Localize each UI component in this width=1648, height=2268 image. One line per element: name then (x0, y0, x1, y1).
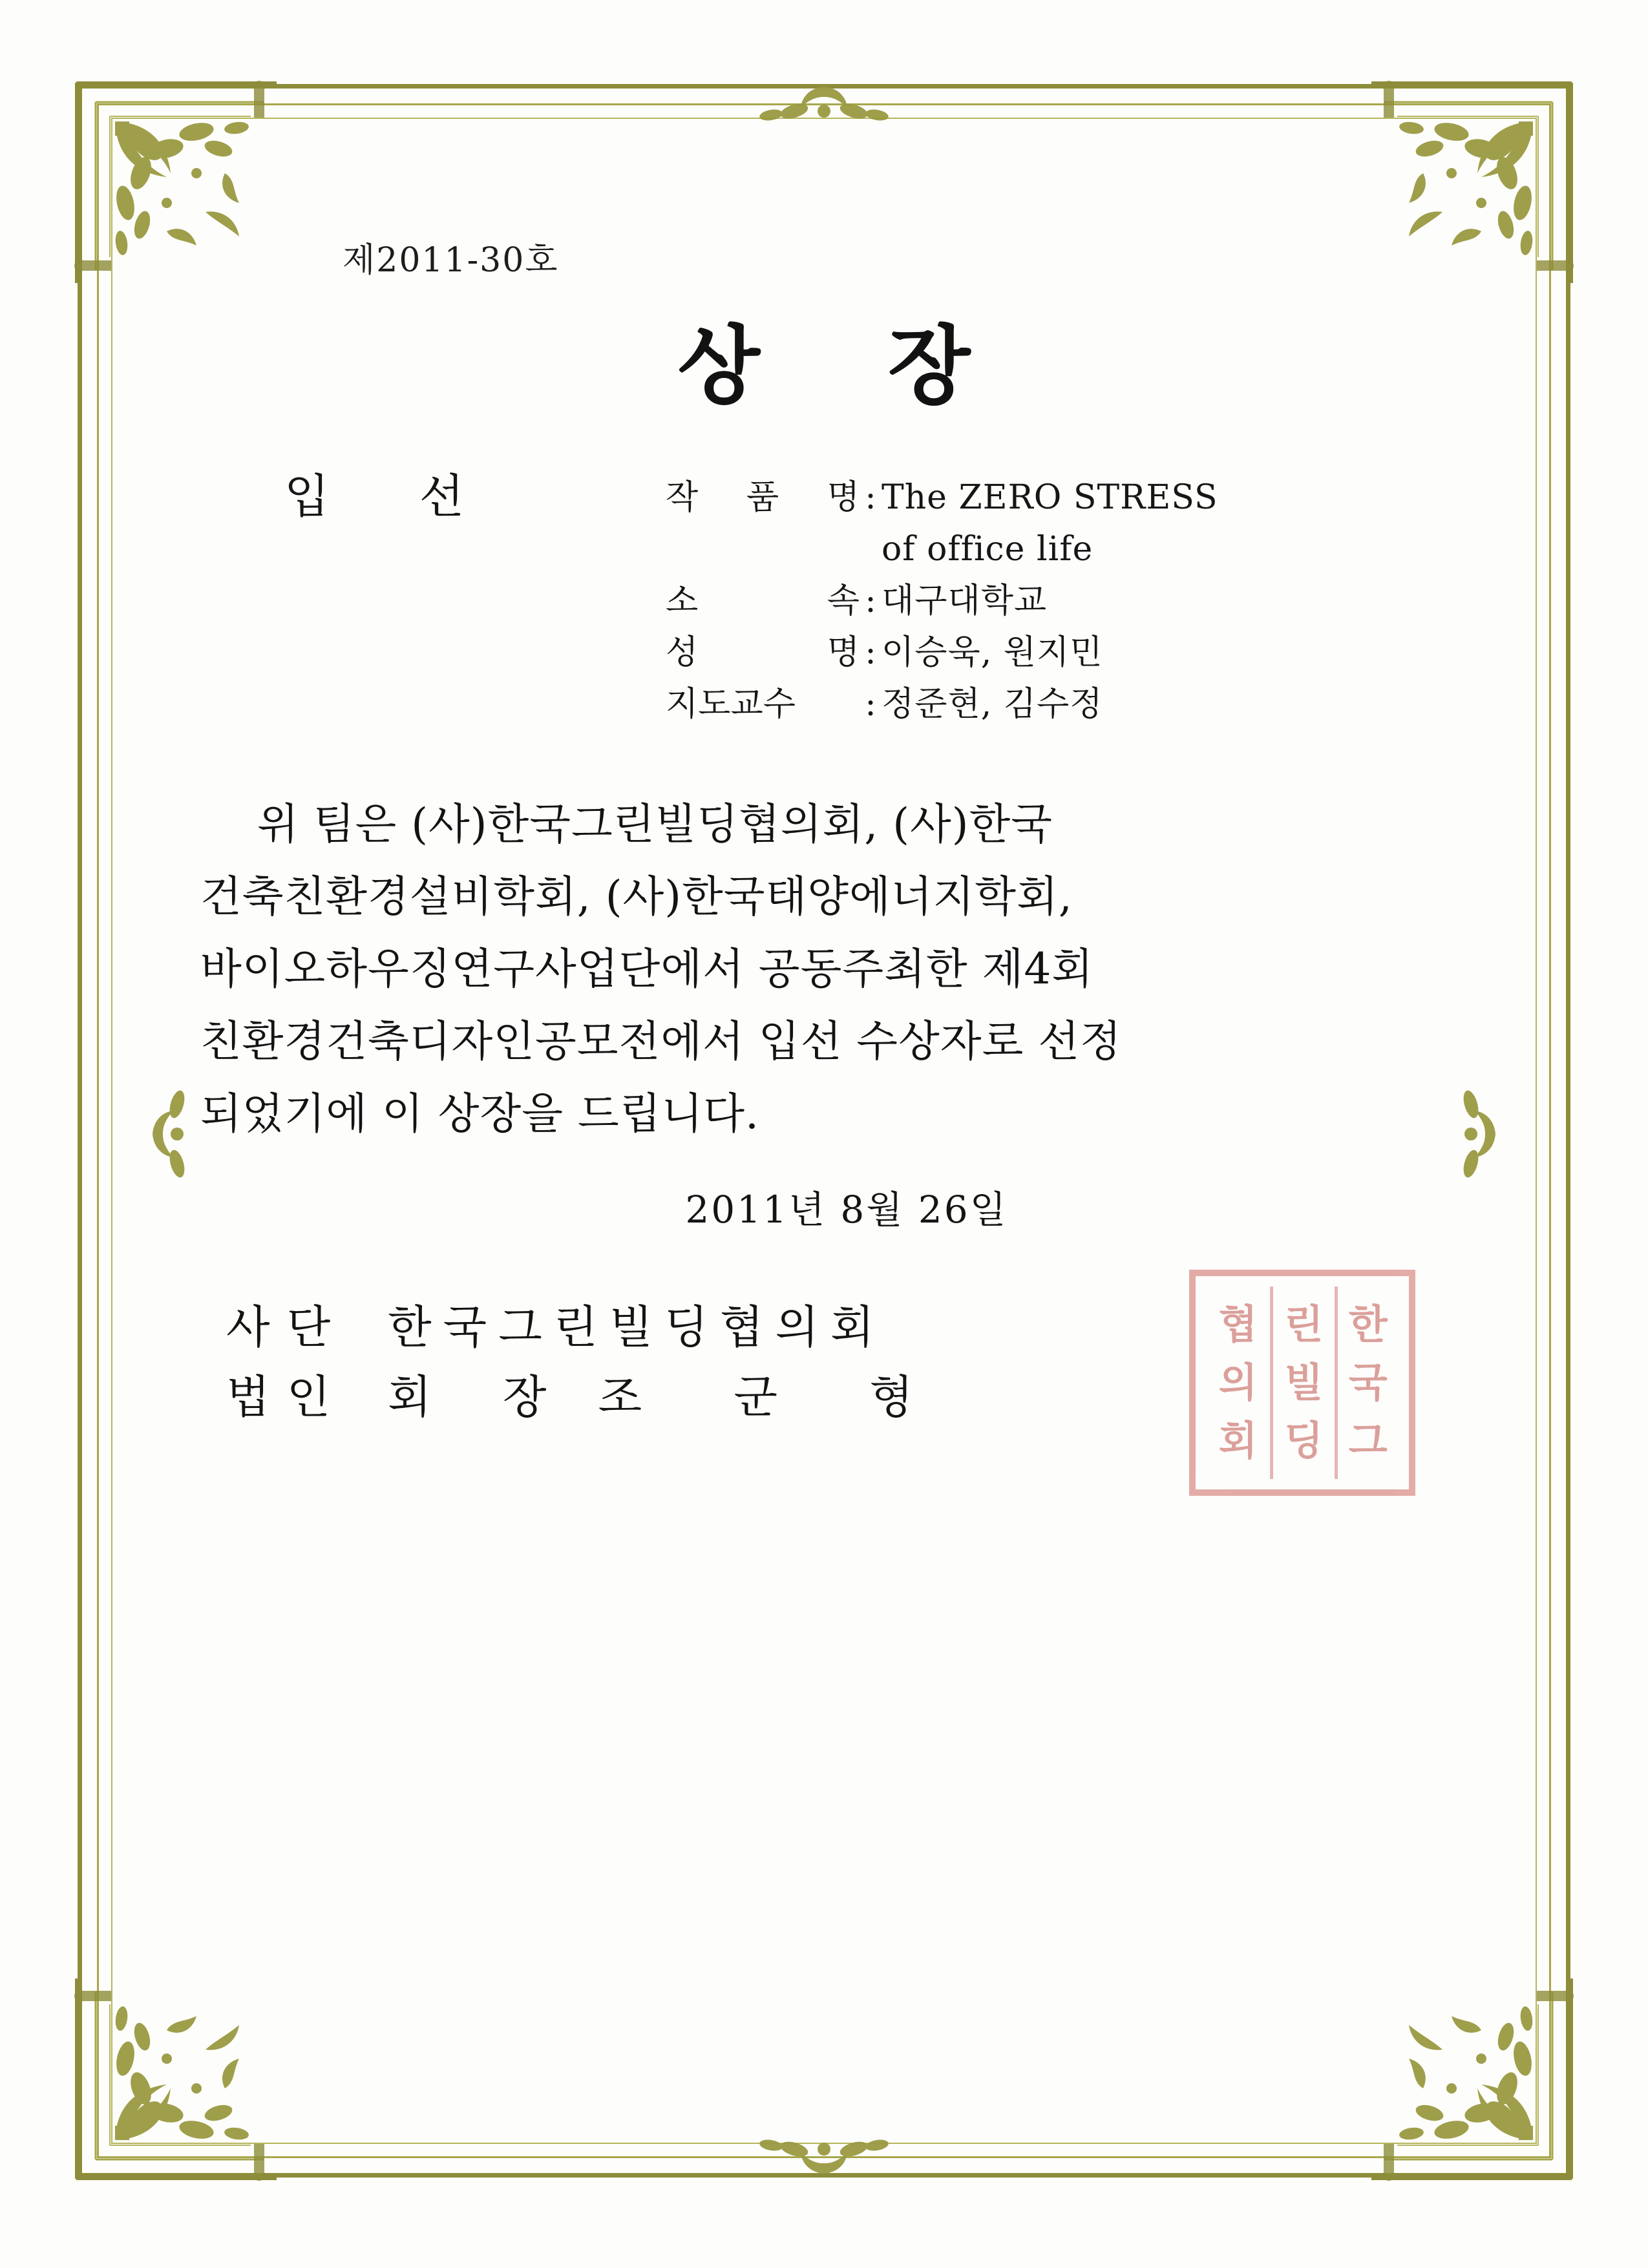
field-label-affiliation: 소 속 (666, 582, 860, 620)
body-line: 되었기에 이 상장을 드립니다. (200, 1089, 759, 1139)
field-row (666, 678, 1218, 730)
award-date: 2011년 8월 26일 (685, 1188, 1008, 1232)
field-row (666, 472, 1218, 523)
org-label-line2: 법인 (226, 1370, 348, 1423)
field-row (666, 575, 1218, 627)
award-body-text (200, 788, 1474, 1150)
field-colon: : (865, 478, 876, 517)
signature-block (226, 1292, 952, 1432)
org-label-line1: 사단 (226, 1301, 348, 1354)
org-name: 한국그린빌딩협의회 (388, 1301, 886, 1354)
seal-inner-grid (1206, 1286, 1399, 1479)
body-line: 건축친환경설비학회, (사)한국태양에너지학회, (200, 872, 1073, 921)
field-value-work-title-continued: of office life (882, 530, 1093, 569)
field-colon: : (865, 582, 876, 620)
signer-name: 조 군 형 (598, 1370, 952, 1423)
field-label-work-title: 작 품 명 (666, 478, 860, 517)
signer-role: 회 장 (388, 1370, 575, 1423)
field-colon: : (865, 633, 876, 672)
award-detail-fields (666, 472, 1218, 730)
certificate-number: 제2011-30호 (343, 241, 559, 280)
signature-line-organization (226, 1292, 952, 1362)
field-row (666, 627, 1218, 678)
field-value-work-title: The ZERO STRESS (882, 478, 1218, 517)
signature-line-signer (226, 1362, 952, 1432)
seal-column: 한 국 그 (1335, 1286, 1399, 1479)
field-value-affiliation: 대구대학교 (882, 582, 1048, 620)
body-line: 바이오하우징연구사업단에서 공동주최한 제4회 (200, 944, 1094, 994)
page-title: 상 장 (677, 316, 1020, 416)
field-label-name: 성 명 (666, 633, 860, 672)
award-rank-label: 입 선 (284, 469, 502, 523)
field-label-advisor: 지도교수 (666, 685, 796, 724)
field-value-advisor: 정준현, 김수정 (882, 685, 1103, 724)
seal-column: 린 빌 딩 (1270, 1286, 1334, 1479)
field-colon: : (865, 685, 876, 724)
body-line: 친환경건축디자인공모전에서 입선 수상자로 선정 (200, 1016, 1122, 1066)
certificate-content (129, 136, 1519, 2126)
field-value-name: 이승욱, 원지민 (882, 633, 1103, 672)
seal-column: 협 의 회 (1218, 1301, 1258, 1464)
body-line: 위 팀은 (사)한국그린빌딩협의회, (사)한국 (257, 799, 1053, 849)
official-seal-stamp (1189, 1270, 1415, 1496)
